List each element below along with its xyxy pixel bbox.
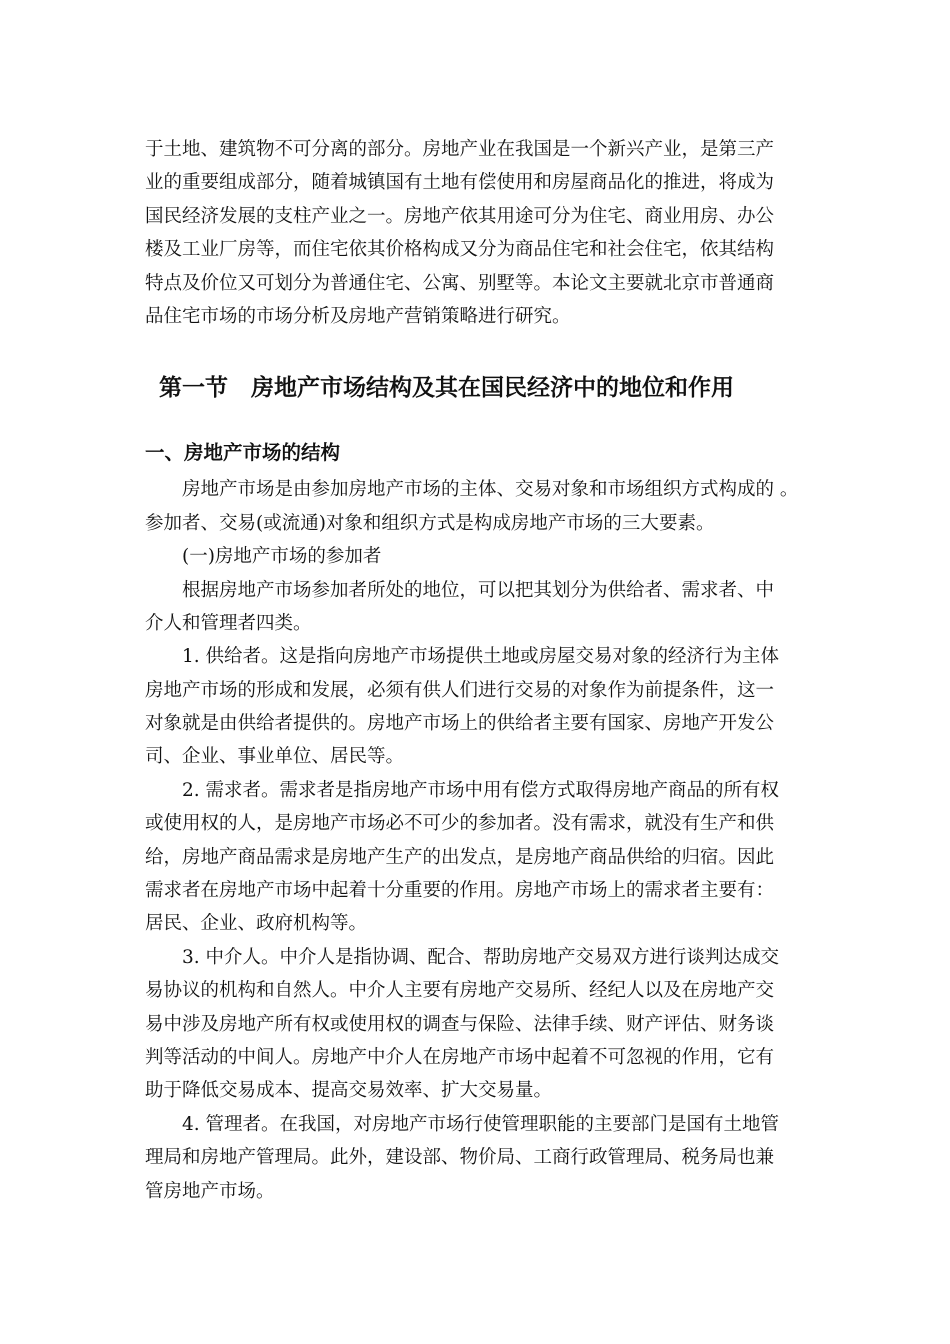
section-heading: 第一节 房地产市场结构及其在国民经济中的地位和作用: [159, 375, 734, 402]
text-line: 国民经济发展的支柱产业之一。房地产依其用途可分为住宅、商业用房、办公: [145, 205, 775, 227]
text-line: 参加者、交易(或流通)对象和组织方式是构成房地产市场的三大要素。: [145, 512, 715, 534]
text-line: 对象就是由供给者提供的。房地产市场上的供给者主要有国家、房地产开发公: [145, 713, 775, 735]
text-line: 房地产市场是由参加房地产市场的主体、交易对象和市场组织方式构成的 。: [182, 479, 799, 501]
paragraph-suppliers: [145, 640, 817, 774]
text-line: 易协议的机构和自然人。中介人主要有房地产交易所、经纪人以及在房地产交: [145, 980, 775, 1002]
text-line: 判等活动的中间人。房地产中介人在房地产市场中起着不可忽视的作用，它有: [145, 1046, 775, 1068]
text-line: 助于降低交易成本、提高交易效率、扩大交易量。: [145, 1080, 553, 1102]
text-line: 介人和管理者四类。: [145, 612, 312, 634]
text-line: 2. 需求者。需求者是指房地产市场中用有偿方式取得房地产商品的所有权: [182, 779, 780, 801]
text-line: 管房地产市场。: [145, 1180, 275, 1202]
text-line: 理局和房地产管理局。此外，建设部、物价局、工商行政管理局、税务局也兼: [145, 1147, 775, 1169]
text-line: 3. 中介人。中介人是指协调、配合、帮助房地产交易双方进行谈判达成交: [182, 946, 780, 968]
text-line: 4. 管理者。在我国，对房地产市场行使管理职能的主要部门是国有土地管: [182, 1113, 780, 1135]
text-line: 1. 供给者。这是指向房地产市场提供土地或房屋交易对象的经济行为主体: [182, 646, 780, 668]
text-line: 需求者在房地产市场中起着十分重要的作用。房地产市场上的需求者主要有：: [145, 880, 775, 902]
text-line: 给，房地产商品需求是房地产生产的出发点，是房地产商品供给的归宿。因此: [145, 846, 775, 868]
paragraph-market-composition: [145, 473, 817, 540]
text-line: 居民、企业、政府机构等。: [145, 913, 368, 935]
text-line: 品住宅市场的市场分析及房地产营销策略进行研究。: [145, 305, 571, 327]
paragraph-demanders: [145, 774, 817, 941]
text-line: 楼及工业厂房等，而住宅依其价格构成又分为商品住宅和社会住宅，依其结构: [145, 239, 775, 261]
paragraph-participant-types: [145, 574, 817, 641]
document-page: [145, 133, 817, 1208]
text-line: (一)房地产市场的参加者: [182, 546, 382, 568]
intro-paragraph: [145, 133, 817, 333]
text-line: 业的重要组成部分，随着城镇国有土地有偿使用和房屋商品化的推进，将成为: [145, 172, 775, 194]
text-line: 或使用权的人，是房地产市场必不可少的参加者。没有需求，就没有生产和供: [145, 813, 775, 835]
text-line: 司、企业、事业单位、居民等。: [145, 746, 405, 768]
text-line: 易中涉及房地产所有权或使用权的调查与保险、法律手续、财产评估、财务谈: [145, 1013, 775, 1035]
paragraph-intermediaries: [145, 941, 817, 1108]
text-line: 于土地、建筑物不可分离的部分。房地产业在我国是一个新兴产业，是第三产: [145, 139, 775, 160]
paragraph-participants-heading: [145, 540, 817, 573]
text-line: 房地产市场的形成和发展，必须有供人们进行交易的对象作为前提条件，这一: [145, 679, 775, 701]
text-line: 特点及价位又可划分为普通住宅、公寓、别墅等。本论文主要就北京市普通商: [145, 272, 775, 294]
subsection-heading: 一、房地产市场的结构: [145, 441, 341, 465]
text-line: 根据房地产市场参加者所处的地位，可以把其划分为供给者、需求者、中: [182, 579, 775, 601]
paragraph-managers: [145, 1108, 817, 1208]
